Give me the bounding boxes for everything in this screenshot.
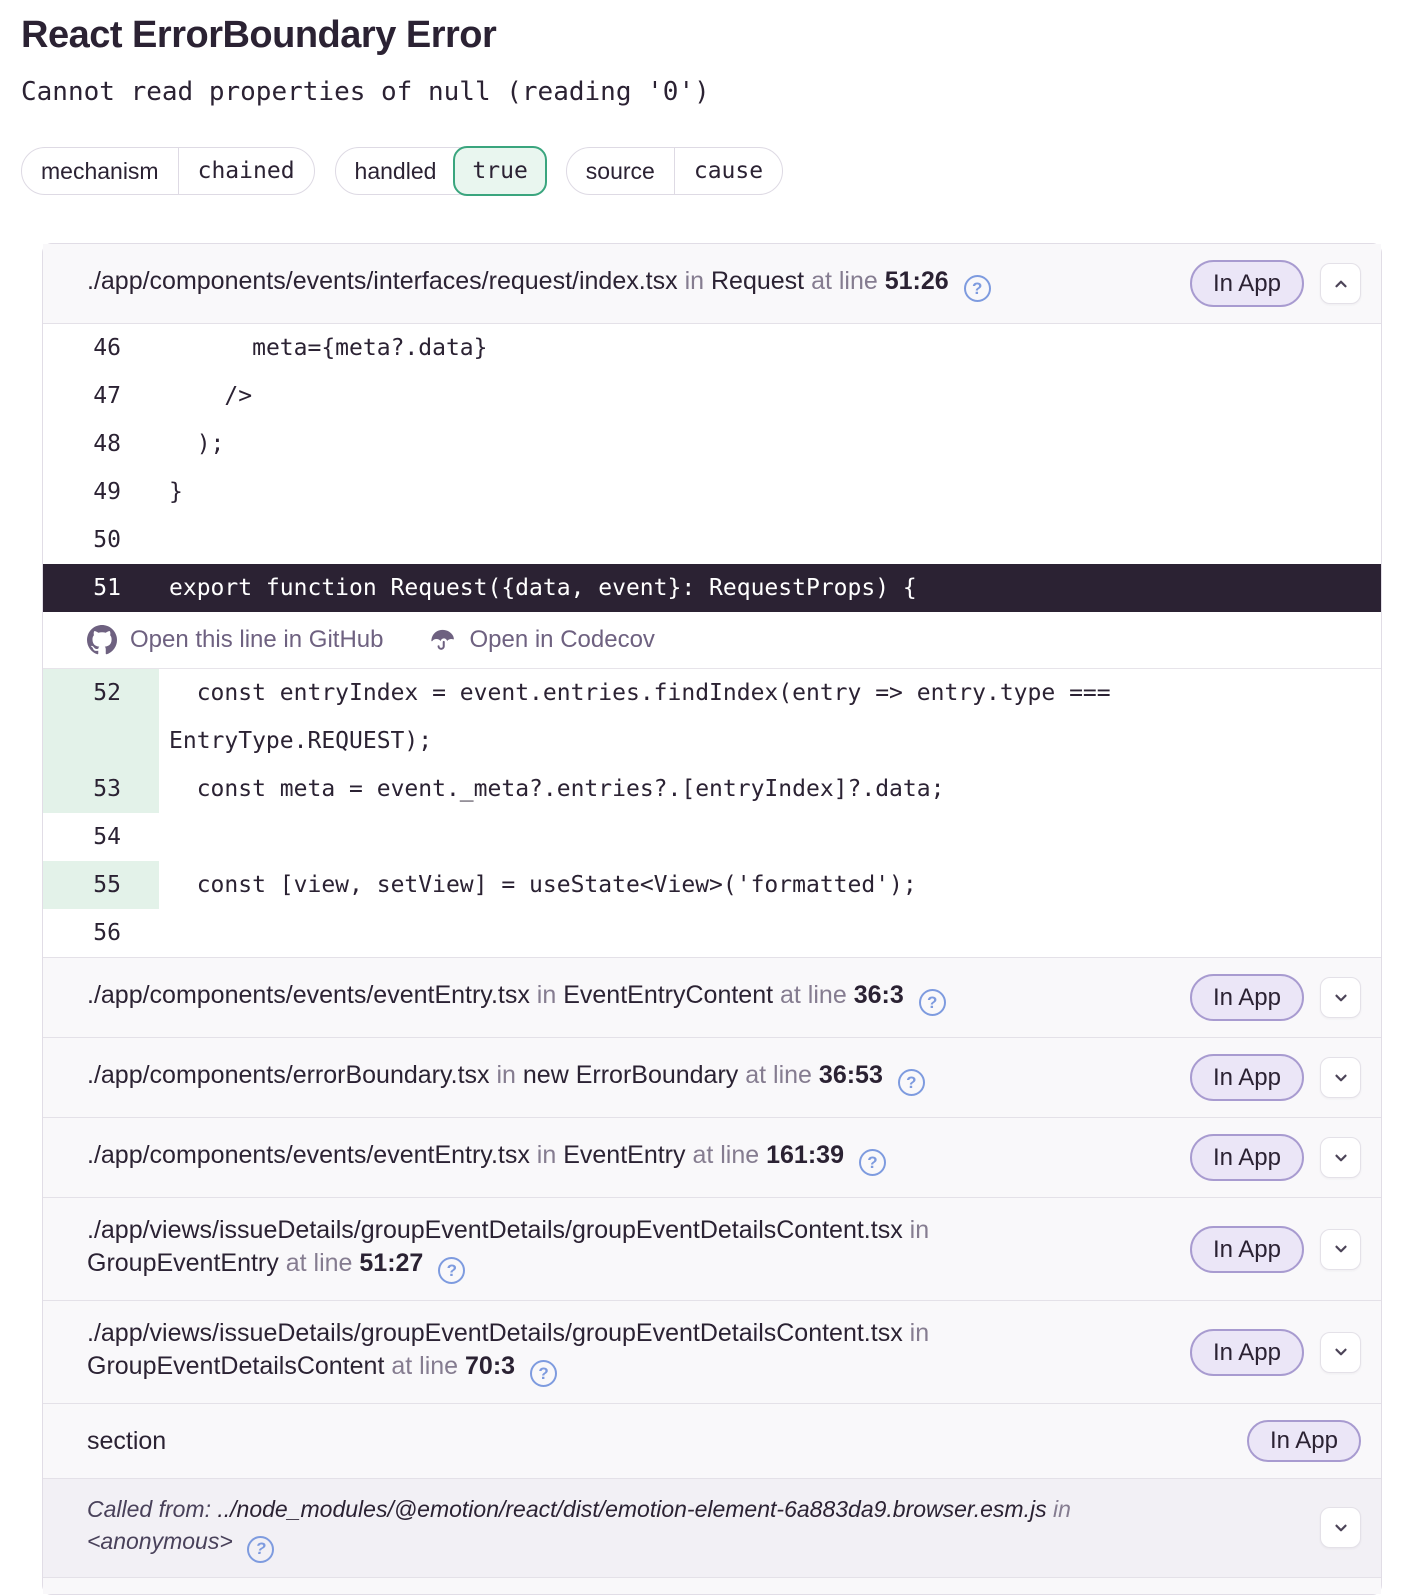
code-line — [43, 861, 1381, 909]
question-icon[interactable]: ? — [919, 989, 946, 1016]
question-icon[interactable]: ? — [438, 1257, 465, 1284]
frame-path: ./app/views/issueDetails/groupEventDetails/groupEventDetailsContent.tsx — [87, 1319, 903, 1347]
line-number: 56 — [93, 920, 121, 946]
frame-function: Request — [711, 267, 805, 295]
frame-path: ./app/components/events/interfaces/request/index.tsx — [87, 267, 678, 295]
in-app-badge: In App — [1190, 1054, 1304, 1101]
code-line — [43, 669, 1381, 765]
frame-controls — [1174, 1134, 1361, 1181]
frame-controls — [1174, 1226, 1361, 1273]
frame-lineno: 51:27 — [359, 1249, 424, 1277]
line-number: 50 — [93, 527, 121, 553]
in-app-badge: In App — [1190, 1329, 1304, 1376]
frame-path: ./app/components/events/eventEntry.tsx — [87, 1141, 530, 1169]
frame-in-label: in — [536, 981, 557, 1009]
stack-frame-evententry[interactable] — [43, 1117, 1381, 1197]
stack-frame-groupevententry[interactable] — [43, 1197, 1381, 1300]
code-text — [159, 909, 1381, 957]
line-number: 54 — [93, 824, 121, 850]
expand-frame-button[interactable] — [1320, 1229, 1361, 1270]
called-from-row[interactable] — [43, 1478, 1381, 1577]
code-line — [43, 324, 1381, 372]
frame-atline-label: at line — [811, 267, 878, 295]
frame-in-label: in — [909, 1216, 930, 1244]
question-icon[interactable]: ? — [859, 1149, 886, 1176]
stack-frame-evententrycontent[interactable] — [43, 957, 1381, 1037]
frame-title — [87, 1139, 886, 1176]
code-text: export function Request({data, event}: RequestProps) { — [169, 575, 917, 601]
frame-title — [87, 1317, 1007, 1387]
code-text — [159, 813, 1381, 861]
question-icon[interactable]: ? — [530, 1360, 557, 1387]
line-number: 52 — [43, 669, 159, 765]
chevron-down-icon — [1332, 1149, 1350, 1167]
line-number: 55 — [43, 861, 159, 909]
chevron-up-icon — [1332, 275, 1350, 293]
frame-controls — [1304, 1507, 1361, 1548]
expand-frame-button[interactable] — [1320, 1057, 1361, 1098]
in-app-badge: In App — [1247, 1420, 1361, 1462]
frame-lineno: 161:39 — [766, 1141, 844, 1169]
tag-key: mechanism — [41, 157, 159, 184]
frame-path: ./app/views/issueDetails/groupEventDetails/groupEventDetailsContent.tsx — [87, 1216, 903, 1244]
chevron-down-icon — [1332, 1519, 1350, 1537]
tag-handled — [335, 147, 546, 195]
code-text: const [view, setView] = useState<View>('formatted'); — [169, 872, 917, 898]
called-from-path: ../node_modules/@emotion/react/dist/emotion-element-6a883da9.browser.esm.js — [217, 1496, 1047, 1522]
frame-in-label: in — [909, 1319, 930, 1347]
stack-frame-groupeventdetailscontent[interactable] — [43, 1300, 1381, 1403]
frame-title — [87, 979, 946, 1016]
tag-value: chained — [178, 148, 314, 194]
tag-key: source — [585, 157, 655, 184]
error-message: Cannot read properties of null (reading '0') — [21, 77, 710, 107]
frame-title — [87, 1059, 925, 1096]
code-text: const entryIndex = event.entries.findIndex(entry => entry.type === EntryType.REQUEST); — [169, 680, 1125, 754]
frame-controls — [1174, 974, 1361, 1021]
stack-frame-request[interactable] — [43, 244, 1381, 323]
code-text: const meta = event._meta?.entries?.[entryIndex]?.data; — [169, 776, 945, 802]
tag-value: cause — [674, 148, 782, 194]
in-app-badge: In App — [1190, 974, 1304, 1021]
frame-lineno: 70:3 — [465, 1352, 516, 1380]
frame-lineno: 51:26 — [884, 267, 949, 295]
tag-source — [566, 147, 783, 195]
line-number: 53 — [43, 765, 159, 813]
frame-function: GroupEventDetailsContent — [87, 1352, 385, 1380]
question-icon[interactable]: ? — [964, 275, 991, 302]
in-app-badge: In App — [1190, 1226, 1304, 1273]
tag-value-highlight: true — [453, 146, 546, 196]
frame-lineno: 36:3 — [853, 981, 904, 1009]
chevron-down-icon — [1332, 989, 1350, 1007]
frame-in-label: in — [684, 267, 705, 295]
called-from-text — [87, 1493, 1207, 1563]
code-text: /> — [169, 383, 253, 409]
stack-trace-panel — [42, 243, 1382, 1595]
code-line — [43, 420, 1381, 468]
code-line — [43, 765, 1381, 813]
open-in-github-link[interactable] — [87, 625, 383, 655]
code-line — [43, 813, 1381, 861]
frame-title — [87, 1214, 1007, 1284]
expand-frame-button[interactable] — [1320, 1332, 1361, 1373]
in-app-badge: In App — [1190, 1134, 1304, 1181]
code-line — [43, 516, 1381, 564]
open-in-codecov-link[interactable] — [429, 626, 654, 654]
expand-frame-button[interactable] — [1320, 1137, 1361, 1178]
section-label: section — [87, 1426, 167, 1455]
frame-in-label: in — [536, 1141, 557, 1169]
frame-atline-label: at line — [692, 1141, 760, 1169]
frame-path: ./app/components/errorBoundary.tsx — [87, 1061, 490, 1089]
frame-function: EventEntryContent — [563, 981, 774, 1009]
frame-controls — [1174, 260, 1361, 307]
frame-in-label: in — [496, 1061, 516, 1089]
frame-function: new ErrorBoundary — [522, 1061, 739, 1089]
stack-frame-section[interactable] — [43, 1403, 1381, 1478]
frame-function: EventEntry — [563, 1141, 686, 1169]
line-number: 51 — [93, 575, 121, 601]
question-icon[interactable]: ? — [898, 1069, 925, 1096]
called-from-prefix: Called from: — [87, 1496, 211, 1522]
in-app-badge: In App — [1190, 260, 1304, 307]
code-line — [43, 372, 1381, 420]
line-number: 46 — [93, 335, 121, 361]
frame-atline-label: at line — [285, 1249, 353, 1277]
frame-title — [87, 265, 991, 302]
expand-frame-button[interactable] — [1320, 1507, 1361, 1548]
line-number: 48 — [93, 431, 121, 457]
frame-path: ./app/components/events/eventEntry.tsx — [87, 981, 530, 1009]
frame-atline-label: at line — [780, 981, 847, 1009]
frame-controls — [1174, 1054, 1361, 1101]
chevron-down-icon — [1332, 1240, 1350, 1258]
stack-frame-errorboundary[interactable] — [43, 1037, 1381, 1117]
code-line — [43, 909, 1381, 957]
code-text: meta={meta?.data} — [169, 335, 488, 361]
code-line — [43, 468, 1381, 516]
source-context — [43, 323, 1381, 957]
next-frame-row-partial — [43, 1577, 1381, 1594]
frame-lineno: 36:53 — [818, 1061, 883, 1089]
collapse-frame-button[interactable] — [1320, 263, 1361, 304]
code-text — [159, 516, 1381, 564]
line-number: 49 — [93, 479, 121, 505]
page-title: React ErrorBoundary Error — [21, 14, 497, 56]
tag-key: handled — [354, 157, 437, 184]
codecov-icon — [429, 627, 456, 654]
frame-in-label: in — [1052, 1496, 1071, 1522]
called-from-function: <anonymous> — [87, 1528, 233, 1554]
frame-atline-label: at line — [745, 1061, 812, 1089]
code-text: } — [169, 479, 183, 505]
frame-controls — [1231, 1420, 1361, 1462]
context-actions — [43, 612, 1381, 669]
tag-mechanism — [21, 147, 315, 195]
chevron-down-icon — [1332, 1069, 1350, 1087]
code-text: ); — [169, 431, 225, 457]
tag-list — [21, 147, 1403, 195]
frame-controls — [1174, 1329, 1361, 1376]
chevron-down-icon — [1332, 1343, 1350, 1361]
frame-atline-label: at line — [391, 1352, 459, 1380]
github-link-label: Open this line in GitHub — [130, 626, 384, 653]
frame-function: GroupEventEntry — [87, 1249, 279, 1277]
codecov-link-label: Open in Codecov — [469, 626, 655, 653]
question-icon[interactable]: ? — [247, 1536, 274, 1563]
expand-frame-button[interactable] — [1320, 977, 1361, 1018]
code-line-active — [43, 564, 1381, 612]
github-icon — [87, 625, 117, 655]
line-number: 47 — [93, 383, 121, 409]
